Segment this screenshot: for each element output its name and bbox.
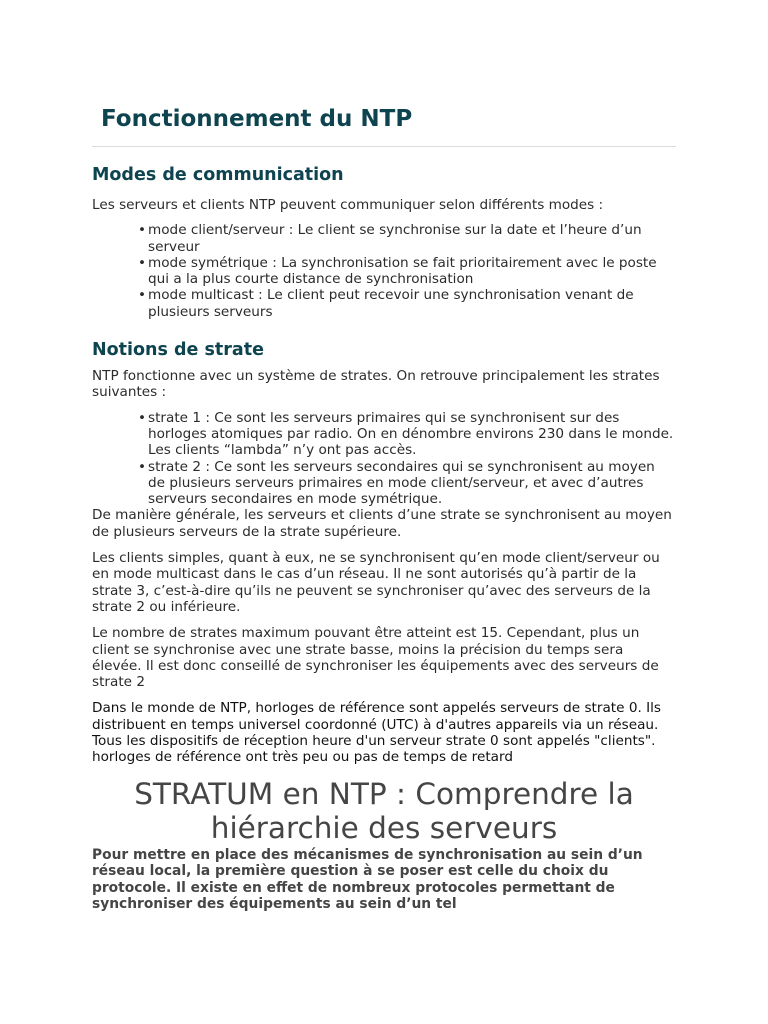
strate-paragraph-4: Dans le monde de NTP, horloges de référence sont appelés serveurs de strate 0. Ils distribuent en temps universel coordonné (UTC) à d'autres appareils via un réseau. Tous les dispositifs de réception heure d'un serveur strate 0 sont appelés "clients". horloges de référence ont très peu ou pas de temps de retard [92, 700, 661, 766]
document-body [92, 164, 676, 913]
stratum-heading: STRATUM en NTP : Comprendre la hiérarchie des serveurs [134, 776, 634, 845]
section-heading-modes: Modes de communication [92, 165, 344, 185]
list-item: • strate 1 : Ce sont les serveurs primaires qui se synchronisent sur des horloges atomiques par radio. On en dénombre environs 230 dans le monde. Les clients “lambda” n’y ont pas accès. [138, 409, 674, 459]
strate-intro: NTP fonctionne avec un système de strates. On retrouve principalement les strates suivantes : [92, 368, 660, 401]
bullet-icon: • [138, 222, 147, 239]
strate-list [92, 410, 676, 508]
bullet-icon: • [138, 254, 147, 271]
strate-paragraph-1: De manière générale, les serveurs et clients d’une strate se synchronisent au moyen de plusieurs serveurs de la strate supérieure. [92, 507, 672, 540]
bullet-icon: • [138, 458, 147, 475]
title-divider [92, 146, 676, 147]
modes-intro: Les serveurs et clients NTP peuvent communiquer selon différents modes : [92, 197, 604, 213]
strate-paragraph-2: Les clients simples, quant à eux, ne se synchronisent qu’en mode client/serveur ou en mode multicast dans le cas d’un réseau. Il ne sont autorisés qu’à partir de la strate 3, c’est-à-dire qu’ils ne peuvent se synchroniser qu’avec des serveurs de la strate 2 ou inférieure. [92, 550, 660, 615]
section-heading-strate: Notions de strate [92, 340, 264, 361]
list-item: • strate 2 : Ce sont les serveurs secondaires qui se synchronisent au moyen de plusieurs serveurs primaires en mode client/serveur, et avec d’autres serveurs secondaires en mode symétrique. [138, 458, 655, 508]
list-item: • mode multicast : Le client peut recevoir une synchronisation venant de plusieurs serveurs [138, 287, 634, 320]
list-item: • mode client/serveur : Le client se synchronise sur la date et l’heure d’un serveur [138, 222, 642, 255]
modes-list [92, 222, 676, 320]
stratum-paragraph: Pour mettre en place des mécanismes de synchronisation au sein d’un réseau local, la première question à se poser est celle du choix du protocole. Il existe en effet de nombreux protocoles permettant de synchroniser des équipements au sein d’un tel [92, 846, 643, 913]
page-title: Fonctionnement du NTP [101, 106, 413, 132]
list-item: • mode symétrique : La synchronisation se fait prioritairement avec le poste qui a la plus courte distance de synchronisation [138, 254, 657, 288]
strate-paragraph-3: Le nombre de strates maximum pouvant être atteint est 15. Cependant, plus un client se synchronise avec une strate basse, moins la précision du temps sera élevée. Il est donc conseillé de synchroniser les équipements avec des serveurs de strate 2 [92, 625, 659, 691]
bullet-icon: • [138, 287, 147, 304]
bullet-icon: • [138, 409, 147, 426]
